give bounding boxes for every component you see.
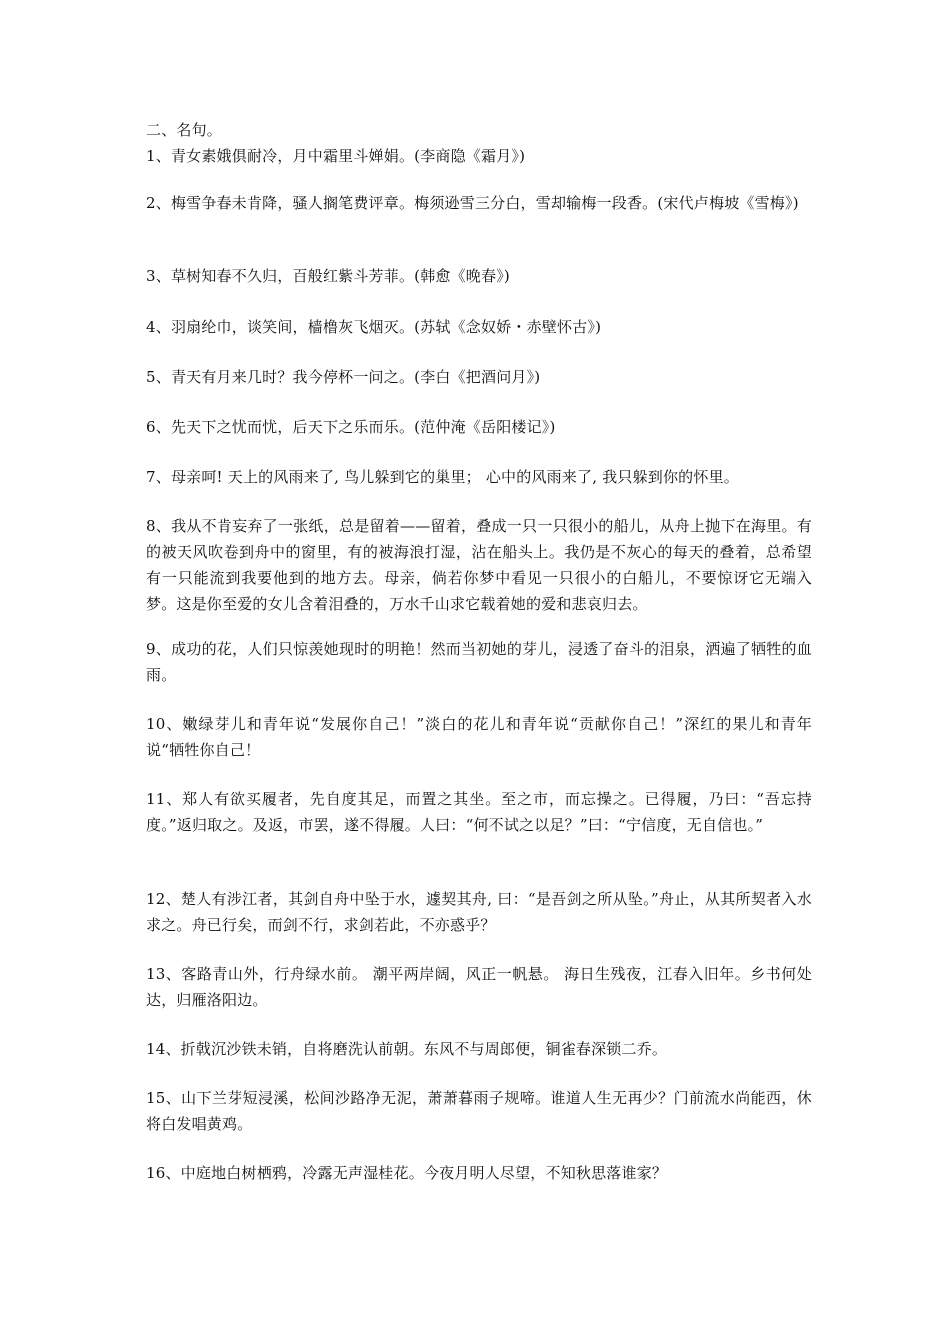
quote-item-6: 6、先天下之忧而忧，后天下之乐而乐。(范仲淹《岳阳楼记》) [146, 418, 556, 436]
quote-item-3: 3、草树知春不久归，百般红紫斗芳菲。(韩愈《晚春》) [146, 267, 510, 285]
quote-item-4: 4、羽扇纶巾，谈笑间，樯橹灰飞烟灭。(苏轼《念奴娇・赤壁怀古》) [146, 318, 602, 336]
quote-item-16: 16、中庭地白树栖鸦，冷露无声湿桂花。今夜月明人尽望，不知秋思落谁家？ [146, 1164, 668, 1182]
quote-item-1: 1、青女素娥俱耐冷，月中霜里斗婵娟。(李商隐《霜月》) [146, 147, 526, 165]
quote-item-9: 9、成功的花，人们只惊羡她现时的明艳！然而当初她的芽儿，浸透了奋斗的泪泉，洒遍了牺牲的血雨。 [146, 640, 812, 684]
quote-item-7: 7、母亲呵! 天上的风雨来了, 鸟儿躲到它的巢里； 心中的风雨来了, 我只躲到你的怀里。 [146, 468, 739, 486]
quote-item-8: 8、我从不肯妄弃了一张纸，总是留着——留着，叠成一只一只很小的船儿，从舟上抛下在海里。有的被天风吹卷到舟中的窗里，有的被海浪打湿，沾在船头上。我仍是不灰心的每天的叠着，总希望有一只能流到我要他到的地方去。母亲，倘若你梦中看见一只很小的白船儿，不要惊讶它无端入梦。这是你至爱的女儿含着泪叠的，万水千山求它载着她的爱和悲哀归去。 [146, 517, 812, 613]
quote-item-11: 11、郑人有欲买履者，先自度其足，而置之其坐。至之市，而忘操之。已得履，乃曰：“吾忘持度。”返归取之。及返，市罢，遂不得履。人曰：“何不试之以足？”曰：“宁信度，无自信也。” [146, 790, 812, 834]
quote-item-13: 13、客路青山外，行舟绿水前。 潮平两岸阔，风正一帆悬。 海日生残夜，江春入旧年。乡书何处达，归雁洛阳边。 [146, 965, 812, 1009]
quote-item-12: 12、楚人有涉江者，其剑自舟中坠于水，遽契其舟, 曰：“是吾剑之所从坠。”舟止，从其所契者入水求之。舟已行矣，而剑不行，求剑若此，不亦惑乎？ [146, 890, 812, 934]
quote-item-15: 15、山下兰芽短浸溪，松间沙路净无泥，萧萧暮雨子规啼。谁道人生无再少？门前流水尚能西，休将白发唱黄鸡。 [146, 1089, 812, 1133]
section-heading: 二、名句。 [146, 121, 223, 139]
quote-item-14: 14、折戟沉沙铁未销，自将磨洗认前朝。东风不与周郎便，铜雀春深锁二乔。 [146, 1040, 668, 1058]
quote-item-2: 2、梅雪争春未肯降，骚人搁笔费评章。梅须逊雪三分白，雪却输梅一段香。(宋代卢梅坡《雪梅》) [146, 194, 799, 212]
quote-item-5: 5、青天有月来几时？我今停杯一问之。(李白《把酒问月》) [146, 368, 541, 386]
quote-item-10: 10、嫩绿芽儿和青年说“发展你自己！”淡白的花儿和青年说“贡献你自己！”深红的果儿和青年说“牺牲你自己！ [146, 715, 812, 759]
